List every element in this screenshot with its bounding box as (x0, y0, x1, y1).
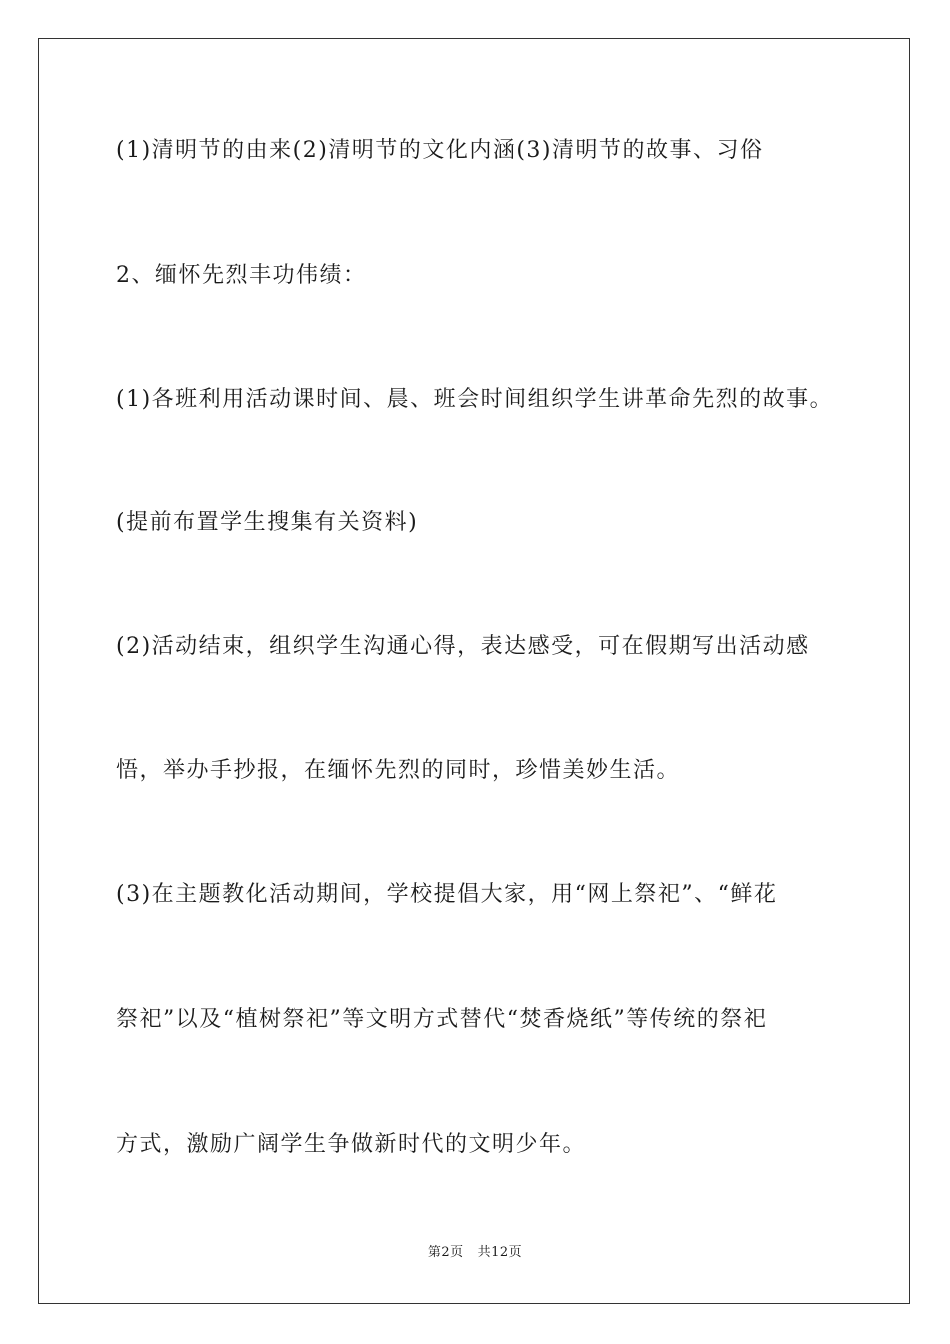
text-line-6: 悟，举办手抄报，在缅怀先烈的同时，珍惜美妙生活。 (116, 758, 681, 783)
text-line-4: (提前布置学生搜集有关资料) (116, 510, 419, 535)
page-frame (38, 38, 910, 1304)
page-footer (0, 1244, 950, 1262)
text-line-7: (3)在主题教化活动期间，学校提倡大家，用“网上祭祀”、“鲜花 (116, 882, 778, 907)
text-line-5: (2)活动结束，组织学生沟通心得，表达感受，可在假期写出活动感 (116, 634, 810, 659)
text-line-1: (1)清明节的由来(2)清明节的文化内涵(3)清明节的故事、习俗 (116, 138, 764, 163)
page-number: 第2页 (427, 1245, 464, 1260)
text-line-9: 方式，激励广阔学生争做新时代的文明少年。 (116, 1132, 587, 1157)
text-line-2: 2、缅怀先烈丰功伟绩： (116, 263, 367, 288)
text-line-3: (1)各班利用活动课时间、晨、班会时间组织学生讲革命先烈的故事。 (116, 387, 834, 412)
page-total: 共12页 (477, 1245, 523, 1260)
text-line-8: 祭祀”以及“植树祭祀”等文明方式替代“焚香烧纸”等传统的祭祀 (116, 1007, 768, 1032)
